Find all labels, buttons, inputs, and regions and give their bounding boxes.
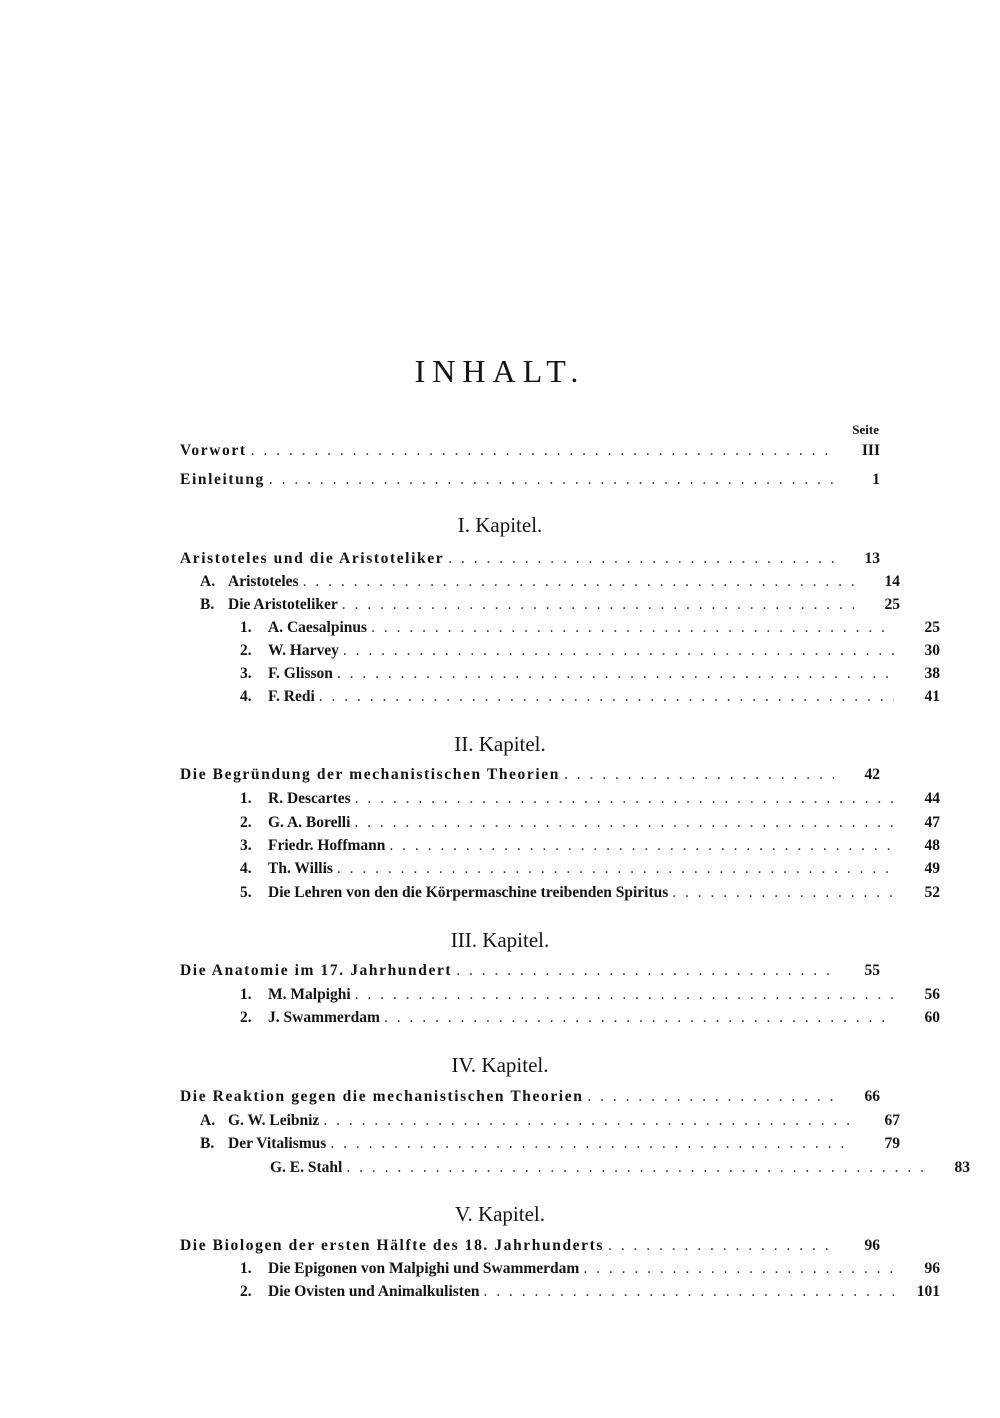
toc-entry-label: Aristoteles — [228, 573, 299, 590]
toc-entry-label: W. Harvey — [268, 642, 339, 659]
page-title: INHALT. — [414, 353, 586, 389]
leader-dots — [564, 764, 834, 786]
toc-entry — [180, 1133, 900, 1155]
toc-entry-number: 1. — [240, 619, 252, 636]
toc-entry-label: Die Begründung der mechanistischen Theorien — [180, 766, 560, 783]
toc-entry-label: Aristoteles und die Aristoteliker — [180, 550, 445, 567]
toc-entry-page: 60 — [924, 1009, 940, 1026]
toc-entry-label: Friedr. Hoffmann — [268, 837, 386, 854]
toc-entry — [180, 882, 940, 904]
toc-entry-page: 47 — [924, 814, 940, 831]
toc-entry-page: 101 — [916, 1283, 940, 1300]
toc-entry-page: 41 — [924, 688, 940, 705]
toc-entry-label: Die Biologen der ersten Hälfte des 18. Jahrhunderts — [180, 1237, 605, 1254]
chapter-heading-5: V. Kapitel. — [454, 1202, 546, 1226]
toc-entry-number: 4. — [240, 688, 252, 705]
leader-dots — [672, 882, 894, 904]
leader-dots — [319, 686, 894, 708]
chapter-heading-2: II. Kapitel. — [454, 732, 546, 756]
toc-entry-page: III — [861, 442, 880, 459]
toc-entry — [180, 1007, 940, 1029]
toc-entry — [180, 571, 900, 593]
toc-entry — [180, 640, 940, 662]
leader-dots — [483, 1281, 894, 1303]
toc-entry-page: 1 — [872, 471, 880, 488]
toc-entry-page: 44 — [924, 790, 940, 807]
leader-dots — [337, 663, 894, 685]
toc-entry-page: 38 — [924, 665, 940, 682]
leader-dots — [355, 984, 894, 1006]
toc-entry-label: G. A. Borelli — [268, 814, 351, 831]
toc-entry-page: 42 — [864, 766, 880, 783]
toc-entry-number: 2. — [240, 1009, 252, 1026]
toc-entry-einleitung — [180, 469, 880, 491]
leader-dots — [303, 571, 854, 593]
toc-entry — [180, 1281, 940, 1303]
toc-entry-label: Die Reaktion gegen die mechanistischen Theorien — [180, 1088, 584, 1105]
leader-dots — [355, 788, 894, 810]
toc-entry-number: 2. — [240, 814, 252, 831]
leader-dots — [608, 1235, 834, 1257]
toc-entry-page: 55 — [864, 962, 880, 979]
leader-dots — [354, 812, 894, 834]
toc-entry-vorwort — [180, 440, 880, 462]
leader-dots — [251, 440, 834, 462]
toc-entry-number: B. — [200, 1135, 215, 1152]
toc-entry-label: R. Descartes — [268, 790, 351, 807]
toc-entry-label: Die Anatomie im 17. Jahrhundert — [180, 962, 453, 979]
toc-entry-label: G. E. Stahl — [270, 1159, 343, 1176]
toc-entry-page: 56 — [924, 986, 940, 1003]
toc-entry — [180, 764, 880, 786]
toc-entry — [180, 548, 880, 570]
toc-entry-page: 25 — [924, 619, 940, 636]
toc-entry-page: 66 — [864, 1088, 880, 1105]
leader-dots — [371, 617, 894, 639]
toc-entry — [180, 617, 940, 639]
toc-entry-label: Th. Willis — [268, 860, 333, 877]
toc-entry-label: J. Swammerdam — [268, 1009, 380, 1026]
toc-entry — [180, 1086, 880, 1108]
toc-entry-number: 3. — [240, 837, 252, 854]
toc-entry-page: 30 — [924, 642, 940, 659]
toc-entry-number: 5. — [240, 884, 252, 901]
toc-entry-number: B. — [200, 596, 215, 613]
toc-entry — [180, 858, 940, 880]
toc-entry-number: 1. — [240, 1260, 252, 1277]
toc-entry-page: 14 — [884, 573, 900, 590]
leader-dots — [337, 858, 894, 880]
toc-entry-page: 96 — [864, 1237, 880, 1254]
toc-entry-number: 2. — [240, 642, 252, 659]
leader-dots — [448, 548, 834, 570]
toc-entry-page: 67 — [884, 1112, 900, 1129]
toc-entry-label: Vorwort — [180, 442, 247, 459]
chapter-heading-3: III. Kapitel. — [450, 928, 550, 952]
toc-entry-label: Die Epigonen von Malpighi und Swammerdam — [268, 1260, 580, 1277]
leader-dots — [456, 960, 834, 982]
toc-entry-page: 79 — [884, 1135, 900, 1152]
leader-dots — [330, 1133, 854, 1155]
toc-entry-label: G. W. Leibniz — [228, 1112, 320, 1129]
toc-entry-label: F. Glisson — [268, 665, 333, 682]
leader-dots — [323, 1110, 854, 1132]
toc-entry-number: 1. — [240, 790, 252, 807]
toc-entry — [180, 1157, 970, 1179]
toc-entry-label: Die Lehren von den die Körpermaschine treibenden Spiritus — [268, 884, 669, 901]
toc-entry — [180, 788, 940, 810]
toc-entry-page: 83 — [954, 1159, 970, 1176]
toc-entry-number: A. — [200, 1112, 216, 1129]
toc-entry-page: 13 — [864, 550, 880, 567]
chapter-heading-1: I. Kapitel. — [457, 513, 543, 537]
toc-entry — [180, 984, 940, 1006]
toc-entry-number: A. — [200, 573, 216, 590]
leader-dots — [342, 594, 854, 616]
seite-column-header: Seite — [852, 422, 879, 437]
toc-entry — [180, 1110, 900, 1132]
chapter-heading-4: IV. Kapitel. — [451, 1053, 549, 1077]
toc-entry-number: 1. — [240, 986, 252, 1003]
toc-entry — [180, 835, 940, 857]
toc-entry — [180, 812, 940, 834]
toc-entry — [180, 663, 940, 685]
leader-dots — [384, 1007, 894, 1029]
leader-dots — [343, 640, 894, 662]
toc-entry-page: 49 — [924, 860, 940, 877]
leader-dots — [587, 1086, 834, 1108]
toc-entry-number: 4. — [240, 860, 252, 877]
toc-entry — [180, 686, 940, 708]
leader-dots — [389, 835, 894, 857]
toc-entry-page: 96 — [924, 1260, 940, 1277]
leader-dots — [583, 1258, 894, 1280]
toc-entry — [180, 1235, 880, 1257]
toc-entry-page: 25 — [884, 596, 900, 613]
toc-entry-label: A. Caesalpinus — [268, 619, 368, 636]
toc-entry-page: 52 — [924, 884, 940, 901]
toc-entry-label: F. Redi — [268, 688, 315, 705]
toc-entry-label: M. Malpighi — [268, 986, 351, 1003]
toc-entry-page: 48 — [924, 837, 940, 854]
toc-entry-label: Einleitung — [180, 471, 265, 488]
toc-entry — [180, 1258, 940, 1280]
toc-entry — [180, 960, 880, 982]
toc-entry-number: 2. — [240, 1283, 252, 1300]
toc-entry — [180, 594, 900, 616]
toc-entry-number: 3. — [240, 665, 252, 682]
toc-entry-label: Die Aristoteliker — [228, 596, 338, 613]
leader-dots — [346, 1157, 924, 1179]
leader-dots — [269, 469, 834, 491]
toc-entry-label: Der Vitalismus — [228, 1135, 327, 1152]
toc-entry-label: Die Ovisten und Animalkulisten — [268, 1283, 480, 1300]
